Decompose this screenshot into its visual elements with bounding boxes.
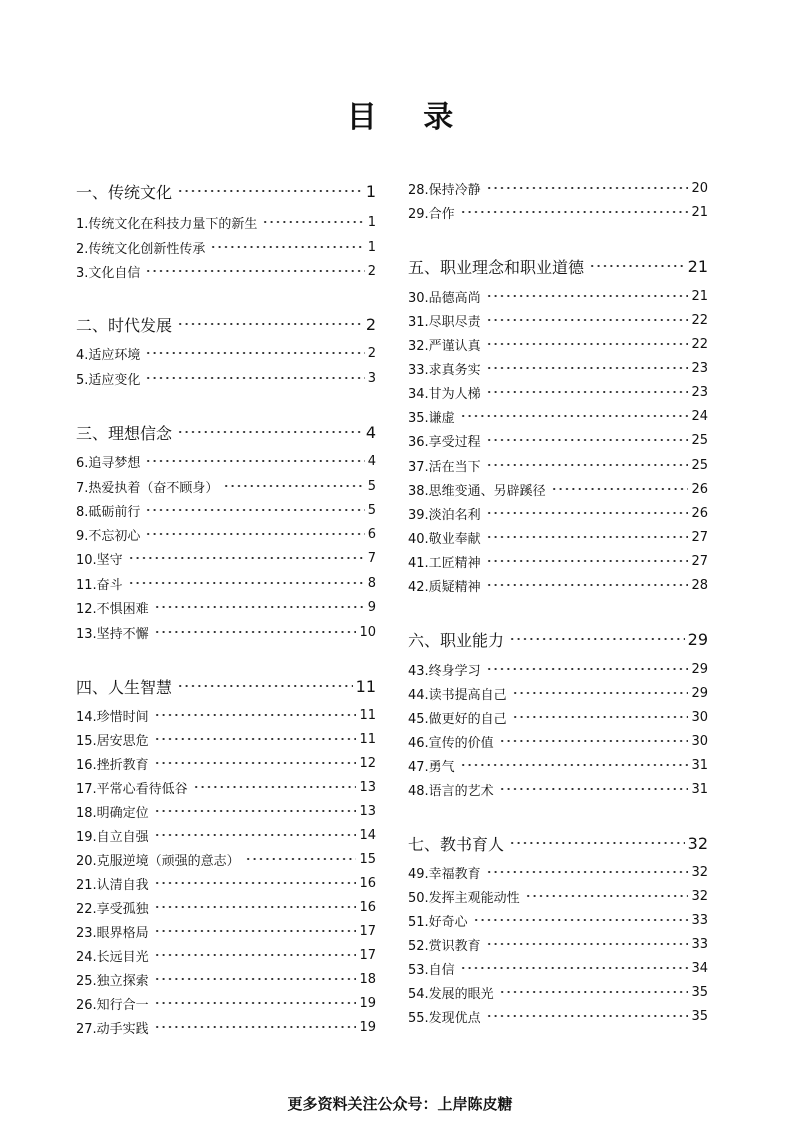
- toc-entry-title: 四、人生智慧: [76, 677, 173, 697]
- toc-item: [76, 849, 376, 869]
- toc-entry-page: 25: [691, 432, 708, 448]
- dot-leader: [177, 425, 363, 439]
- toc-entry-title: 11.奋斗: [76, 577, 123, 593]
- toc-item: [408, 202, 708, 222]
- dot-leader: [486, 361, 689, 375]
- toc-item: [76, 993, 376, 1013]
- dot-leader: [473, 913, 689, 927]
- toc-entry-page: 5: [367, 502, 376, 518]
- toc-entry-title: 23.眼界格局: [76, 925, 149, 941]
- dot-leader: [193, 780, 357, 794]
- dot-leader: [154, 625, 357, 639]
- toc-entry-page: 29: [691, 685, 708, 701]
- toc-entry-page: 27: [691, 529, 708, 545]
- toc-entry-title: 36.享受过程: [408, 434, 481, 450]
- dot-leader: [177, 679, 353, 693]
- toc-entry-title: 20.克服逆境（顽强的意志）: [76, 853, 240, 869]
- dot-leader: [154, 900, 357, 914]
- toc-entry-page: 22: [691, 312, 708, 328]
- toc-section: [408, 830, 708, 856]
- toc-item: [408, 755, 708, 775]
- toc-item: [76, 1017, 376, 1037]
- toc-item: [408, 406, 708, 426]
- toc-entry-page: 5: [367, 478, 376, 494]
- toc-entry-title: 1.传统文化在科技力量下的新生: [76, 216, 258, 232]
- toc-entry-page: 4: [367, 453, 376, 469]
- dot-leader: [589, 259, 685, 273]
- toc-item: [76, 705, 376, 725]
- toc-entry-page: 32: [691, 864, 708, 880]
- dot-leader: [145, 503, 364, 517]
- dot-leader: [486, 313, 689, 327]
- toc-entry-title: 二、时代发展: [76, 315, 173, 335]
- toc-entry-title: 41.工匠精神: [408, 555, 481, 571]
- toc-item: [408, 886, 708, 906]
- toc-item: [76, 476, 376, 496]
- dot-leader: [154, 708, 357, 722]
- toc-entry-page: 29: [687, 629, 708, 649]
- toc-item: [76, 945, 376, 965]
- toc-entry-title: 33.求真务实: [408, 362, 481, 378]
- toc-entry-title: 24.长远目光: [76, 949, 149, 965]
- dot-leader: [486, 337, 689, 351]
- toc-entry-title: 51.好奇心: [408, 914, 468, 930]
- toc-entry-title: 七、教书育人: [408, 834, 505, 854]
- toc-entry-title: 37.活在当下: [408, 459, 481, 475]
- toc-entry-page: 31: [691, 781, 708, 797]
- page-title: 目 录: [346, 100, 472, 135]
- toc-entry-title: 13.坚持不懈: [76, 626, 149, 642]
- toc-entry-page: 6: [367, 526, 376, 542]
- toc-entry-title: 48.语言的艺术: [408, 783, 494, 799]
- toc-entry-page: 15: [359, 851, 376, 867]
- toc-entry-title: 29.合作: [408, 206, 455, 222]
- dot-leader: [486, 530, 689, 544]
- toc-entry-page: 13: [359, 803, 376, 819]
- toc-entry-title: 40.敬业奉献: [408, 531, 481, 547]
- toc-entry-page: 33: [691, 912, 708, 928]
- toc-entry-page: 24: [691, 408, 708, 424]
- toc-entry-page: 10: [359, 624, 376, 640]
- toc-entry-page: 18: [359, 971, 376, 987]
- dot-leader: [486, 458, 689, 472]
- dot-leader: [486, 662, 689, 676]
- toc-item: [76, 753, 376, 773]
- toc-entry-title: 19.自立自强: [76, 829, 149, 845]
- toc-entry-page: 20: [691, 180, 708, 196]
- toc-item: [76, 500, 376, 520]
- toc-item: [76, 548, 376, 568]
- toc-item: [408, 527, 708, 547]
- toc-item: [408, 731, 708, 751]
- toc-entry-title: 21.认清自我: [76, 877, 149, 893]
- toc-entry-page: 27: [691, 553, 708, 569]
- toc-entry-page: 23: [691, 360, 708, 376]
- toc-item: [76, 451, 376, 471]
- toc-entry-page: 14: [359, 827, 376, 843]
- dot-leader: [486, 181, 689, 195]
- toc-item: [76, 921, 376, 941]
- toc-entry-page: 22: [691, 336, 708, 352]
- toc-entry-title: 6.追寻梦想: [76, 455, 141, 471]
- dot-leader: [145, 264, 364, 278]
- dot-leader: [460, 205, 689, 219]
- toc-entry-page: 2: [367, 345, 376, 361]
- toc-entry-title: 六、职业能力: [408, 630, 505, 650]
- toc-item: [408, 683, 708, 703]
- dot-leader: [145, 454, 364, 468]
- dot-leader: [512, 686, 689, 700]
- toc-item: [408, 707, 708, 727]
- toc-item: [76, 597, 376, 617]
- toc-entry-title: 54.发展的眼光: [408, 986, 494, 1002]
- toc-entry-page: 19: [359, 1019, 376, 1035]
- toc-entry-page: 35: [691, 984, 708, 1000]
- toc-entry-title: 三、理想信念: [76, 423, 173, 443]
- toc-item: [76, 524, 376, 544]
- dot-leader: [262, 215, 364, 229]
- dot-leader: [154, 828, 357, 842]
- toc-entry-title: 43.终身学习: [408, 663, 481, 679]
- toc-section: [76, 419, 376, 445]
- dot-leader: [154, 804, 357, 818]
- dot-leader: [525, 889, 689, 903]
- toc-entry-page: 2: [367, 263, 376, 279]
- dot-leader: [223, 479, 364, 493]
- toc-entry-title: 34.甘为人梯: [408, 386, 481, 402]
- toc-item: [408, 503, 708, 523]
- toc-entry-title: 31.尽职尽责: [408, 314, 481, 330]
- toc-item: [76, 873, 376, 893]
- toc-item: [408, 1006, 708, 1026]
- toc-entry-title: 28.保持冷静: [408, 182, 481, 198]
- toc-entry-page: 23: [691, 384, 708, 400]
- footer-note: 更多资料关注公众号：上岸陈皮糖: [287, 1095, 513, 1113]
- toc-entry-page: 2: [365, 314, 376, 334]
- toc-item: [408, 286, 708, 306]
- toc-entry-page: 17: [359, 923, 376, 939]
- toc-item: [76, 969, 376, 989]
- dot-leader: [154, 948, 357, 962]
- toc-item: [408, 575, 708, 595]
- toc-entry-title: 3.文化自信: [76, 265, 141, 281]
- dot-leader: [154, 996, 357, 1010]
- toc-item: [76, 622, 376, 642]
- toc-item: [76, 212, 376, 232]
- toc-entry-page: 21: [691, 288, 708, 304]
- toc-section: [408, 626, 708, 652]
- toc-entry-page: 31: [691, 757, 708, 773]
- toc-entry-page: 35: [691, 1008, 708, 1024]
- dot-leader: [486, 865, 689, 879]
- toc-item: [408, 862, 708, 882]
- toc-entry-page: 19: [359, 995, 376, 1011]
- dot-leader: [154, 756, 357, 770]
- toc-entry-title: 42.质疑精神: [408, 579, 481, 595]
- toc-entry-page: 32: [687, 833, 708, 853]
- toc-section: [76, 178, 376, 204]
- dot-leader: [499, 782, 689, 796]
- toc-entry-title: 5.适应变化: [76, 372, 141, 388]
- toc-entry-page: 21: [691, 204, 708, 220]
- toc-entry-title: 49.幸福教育: [408, 866, 481, 882]
- dot-leader: [499, 985, 689, 999]
- dot-leader: [245, 852, 357, 866]
- dot-leader: [486, 506, 689, 520]
- toc-entry-page: 34: [691, 960, 708, 976]
- toc-item: [408, 958, 708, 978]
- toc-entry-page: 26: [691, 481, 708, 497]
- toc-entry-title: 12.不惧困难: [76, 601, 149, 617]
- dot-leader: [486, 1009, 689, 1023]
- toc-entry-title: 9.不忘初心: [76, 528, 141, 544]
- toc-entry-page: 9: [367, 599, 376, 615]
- toc-entry-page: 28: [691, 577, 708, 593]
- toc-entry-title: 2.传统文化创新性传承: [76, 241, 206, 257]
- toc-entry-page: 12: [359, 755, 376, 771]
- dot-leader: [486, 433, 689, 447]
- dot-leader: [509, 632, 685, 646]
- toc-item: [408, 358, 708, 378]
- toc-item: [76, 368, 376, 388]
- toc-entry-title: 16.挫折教育: [76, 757, 149, 773]
- toc-entry-title: 4.适应环境: [76, 347, 141, 363]
- toc-entry-title: 五、职业理念和职业道德: [408, 257, 585, 277]
- toc-entry-page: 11: [359, 707, 376, 723]
- toc-entry-title: 53.自信: [408, 962, 455, 978]
- toc-entry-title: 25.独立探索: [76, 973, 149, 989]
- dot-leader: [460, 961, 689, 975]
- toc-item: [76, 777, 376, 797]
- toc-entry-title: 17.平常心看待低谷: [76, 781, 188, 797]
- toc-entry-page: 13: [359, 779, 376, 795]
- toc-entry-page: 16: [359, 899, 376, 915]
- toc-item: [76, 237, 376, 257]
- toc-entry-page: 21: [687, 256, 708, 276]
- toc-section: [76, 311, 376, 337]
- toc-entry-page: 26: [691, 505, 708, 521]
- dot-leader: [486, 554, 689, 568]
- toc-item: [408, 455, 708, 475]
- toc-entry-page: 11: [359, 731, 376, 747]
- toc-item: [76, 573, 376, 593]
- toc-section: [76, 673, 376, 699]
- toc-entry-title: 55.发现优点: [408, 1010, 481, 1026]
- toc-item: [408, 659, 708, 679]
- toc-entry-page: 25: [691, 457, 708, 473]
- toc-item: [76, 343, 376, 363]
- dot-leader: [177, 317, 363, 331]
- toc-item: [408, 934, 708, 954]
- toc-entry-title: 52.赏识教育: [408, 938, 481, 954]
- dot-leader: [154, 1020, 357, 1034]
- toc-item: [76, 729, 376, 749]
- toc-section: [408, 253, 708, 279]
- dot-leader: [154, 972, 357, 986]
- toc-item: [408, 551, 708, 571]
- toc-item: [408, 479, 708, 499]
- dot-leader: [154, 600, 365, 614]
- toc-entry-page: 33: [691, 936, 708, 952]
- toc-item: [408, 430, 708, 450]
- toc-entry-title: 27.动手实践: [76, 1021, 149, 1037]
- dot-leader: [499, 734, 689, 748]
- toc-item: [76, 825, 376, 845]
- toc-item: [408, 178, 708, 198]
- dot-leader: [460, 409, 689, 423]
- toc-entry-page: 1: [367, 239, 376, 255]
- dot-leader: [486, 385, 689, 399]
- dot-leader: [509, 836, 685, 850]
- toc-entry-title: 32.严谨认真: [408, 338, 481, 354]
- toc-entry-title: 35.谦虚: [408, 410, 455, 426]
- dot-leader: [154, 732, 357, 746]
- dot-leader: [128, 551, 365, 565]
- dot-leader: [177, 184, 363, 198]
- toc-entry-page: 32: [691, 888, 708, 904]
- dot-leader: [210, 240, 364, 254]
- toc-entry-title: 15.居安思危: [76, 733, 149, 749]
- toc-entry-title: 39.淡泊名利: [408, 507, 481, 523]
- toc-item: [408, 910, 708, 930]
- dot-leader: [145, 527, 364, 541]
- toc-entry-page: 4: [365, 422, 376, 442]
- dot-leader: [486, 578, 689, 592]
- toc-entry-page: 30: [691, 709, 708, 725]
- dot-leader: [551, 482, 689, 496]
- dot-leader: [128, 576, 365, 590]
- dot-leader: [154, 876, 357, 890]
- toc-entry-title: 一、传统文化: [76, 182, 173, 202]
- toc-item: [76, 261, 376, 281]
- dot-leader: [145, 346, 364, 360]
- toc-entry-title: 50.发挥主观能动性: [408, 890, 520, 906]
- dot-leader: [460, 758, 689, 772]
- toc-entry-page: 29: [691, 661, 708, 677]
- toc-entry-title: 38.思维变通、另辟蹊径: [408, 483, 546, 499]
- toc-entry-page: 16: [359, 875, 376, 891]
- dot-leader: [512, 710, 689, 724]
- toc-item: [408, 310, 708, 330]
- dot-leader: [486, 937, 689, 951]
- toc-entry-title: 8.砥砺前行: [76, 504, 141, 520]
- toc-item: [408, 334, 708, 354]
- toc-item: [408, 779, 708, 799]
- toc-entry-title: 14.珍惜时间: [76, 709, 149, 725]
- toc-entry-page: 30: [691, 733, 708, 749]
- toc-item: [408, 982, 708, 1002]
- toc-item: [408, 382, 708, 402]
- toc-item: [76, 897, 376, 917]
- toc-entry-page: 8: [367, 575, 376, 591]
- toc-entry-title: 44.读书提高自己: [408, 687, 507, 703]
- toc-entry-title: 22.享受孤独: [76, 901, 149, 917]
- dot-leader: [486, 289, 689, 303]
- toc-entry-title: 10.坚守: [76, 552, 123, 568]
- toc-entry-page: 17: [359, 947, 376, 963]
- toc-entry-page: 1: [367, 214, 376, 230]
- toc-entry-title: 7.热爱执着（奋不顾身）: [76, 480, 219, 496]
- toc-entry-page: 7: [367, 550, 376, 566]
- toc-entry-page: 3: [367, 370, 376, 386]
- toc-entry-title: 47.勇气: [408, 759, 455, 775]
- toc-entry-title: 30.品德高尚: [408, 290, 481, 306]
- toc-entry-page: 11: [355, 676, 376, 696]
- dot-leader: [145, 371, 364, 385]
- toc-entry-title: 45.做更好的自己: [408, 711, 507, 727]
- toc-entry-title: 46.宣传的价值: [408, 735, 494, 751]
- dot-leader: [154, 924, 357, 938]
- toc-item: [76, 801, 376, 821]
- toc-entry-title: 18.明确定位: [76, 805, 149, 821]
- toc-entry-title: 26.知行合一: [76, 997, 149, 1013]
- toc-entry-page: 1: [365, 181, 376, 201]
